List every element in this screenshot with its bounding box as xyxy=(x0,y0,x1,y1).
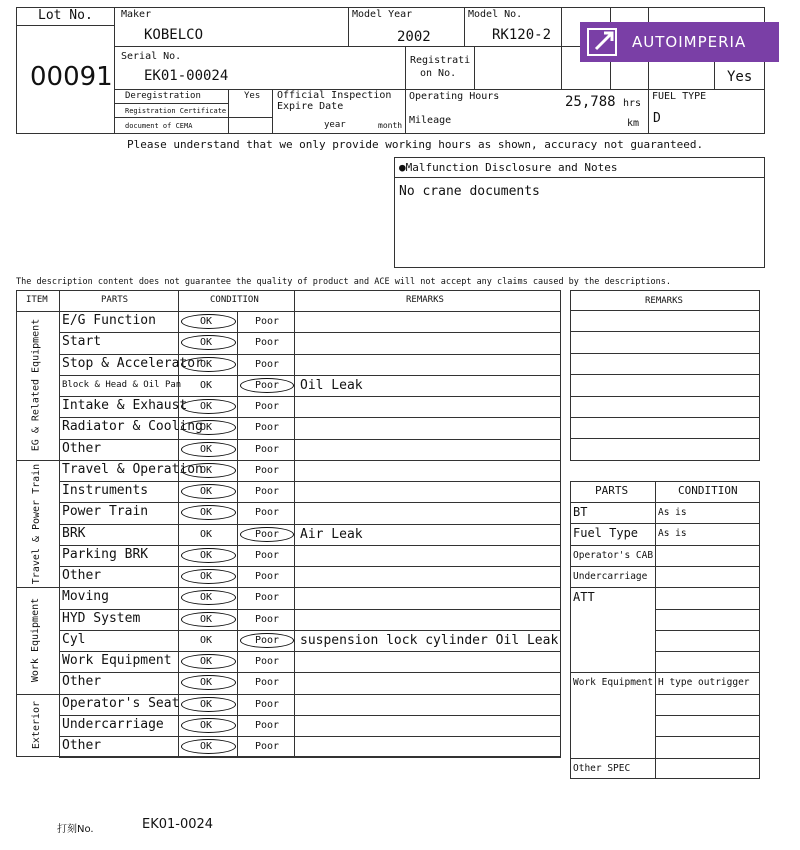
part-label: Undercarriage xyxy=(62,716,164,732)
poor-label: Poor xyxy=(255,316,280,327)
poor-label: Poor xyxy=(255,592,280,604)
spec-condition-header: CONDITION xyxy=(678,484,738,497)
poor-label: Poor xyxy=(255,634,280,646)
malfunction-body: No crane documents xyxy=(399,184,540,199)
ok-label: OK xyxy=(200,592,213,604)
ok-label: OK xyxy=(200,719,213,731)
reg-cert-label: Registration Certificate xyxy=(125,107,227,115)
poor-label: Poor xyxy=(255,443,280,455)
ok-label: OK xyxy=(200,507,213,519)
km-label: km xyxy=(627,118,640,129)
part-label: Start xyxy=(62,334,102,350)
model-year-label: Model Year xyxy=(352,9,413,20)
spec-part-label: Other SPEC xyxy=(573,762,631,774)
part-label: Other xyxy=(62,440,102,456)
ok-circle-mark xyxy=(181,612,236,627)
ok-circle-mark xyxy=(181,463,236,478)
hours-notice: Please understand that we only provide working hours as shown, accuracy not guaranteed. xyxy=(127,138,704,151)
poor-label: Poor xyxy=(255,337,280,349)
ok-circle-mark xyxy=(181,697,236,712)
part-label: Radiator & Cooling xyxy=(62,419,203,435)
poor-label: Poor xyxy=(255,486,280,497)
ok-circle-mark xyxy=(181,357,236,372)
fuel-type-value: D xyxy=(653,111,661,126)
deregistration-label: Deregistration xyxy=(125,91,201,101)
poor-circle-mark xyxy=(240,378,294,393)
model-no-label: Model No. xyxy=(468,9,523,20)
maker-value: KOBELCO xyxy=(144,27,204,43)
ok-circle-mark xyxy=(181,399,236,414)
ok-label: OK xyxy=(200,379,213,391)
right-remarks-header: REMARKS xyxy=(645,296,683,306)
spec-part-label: Fuel Type xyxy=(573,526,639,541)
poor-label: Poor xyxy=(255,698,280,710)
ok-label: OK xyxy=(200,549,213,561)
ok-circle-mark xyxy=(181,654,236,669)
cema-label: document of CEMA xyxy=(125,122,193,130)
year-label: year xyxy=(324,120,346,130)
group-label: Work Equipment xyxy=(30,598,42,683)
right-remarks-table xyxy=(570,290,760,461)
part-label: Power Train xyxy=(62,504,149,520)
disclaimer: The description content does not guarantee the quality of product and ACE will not accept any claims caused by the descriptions. xyxy=(16,277,672,287)
malfunction-title: ●Malfunction Disclosure and Notes xyxy=(399,161,618,174)
part-label: Block & Head & Oil Pan xyxy=(62,379,182,390)
condition-header: CONDITION xyxy=(210,295,259,305)
brand-logo xyxy=(580,22,779,62)
inspection-label-2: Expire Date xyxy=(277,101,344,112)
ok-label: OK xyxy=(200,741,213,752)
part-label: Parking BRK xyxy=(62,546,149,562)
inspection-label-1: Official Inspection xyxy=(277,90,392,101)
ok-label: OK xyxy=(200,337,213,349)
parts-header: PARTS xyxy=(101,295,129,305)
group-label: Exterior xyxy=(30,701,42,750)
item-header: ITEM xyxy=(26,295,48,305)
mileage-label: Mileage xyxy=(409,115,452,126)
remark-text: suspension lock cylinder Oil Leak xyxy=(300,632,559,648)
ok-label: OK xyxy=(200,464,213,476)
registration-label-2: on No. xyxy=(420,68,457,79)
spec-part-label: Undercarriage xyxy=(573,570,648,582)
part-label: Operator's Seat xyxy=(62,695,180,711)
group-label: Travel & Power Train xyxy=(30,463,42,584)
spec-part-label: ATT xyxy=(573,590,595,605)
model-year-value: 2002 xyxy=(397,29,431,45)
operating-hours-label: Operating Hours xyxy=(409,91,500,102)
ok-label: OK xyxy=(200,677,213,689)
group-label: EG & Related Equipment xyxy=(30,319,42,452)
poor-label: Poor xyxy=(255,677,280,689)
part-label: Moving xyxy=(62,589,109,605)
ok-circle-mark xyxy=(181,442,236,457)
ok-label: OK xyxy=(200,422,213,434)
maker-label: Maker xyxy=(121,9,152,20)
spec-condition-value: As is xyxy=(658,528,687,540)
part-label: Instruments xyxy=(62,483,149,498)
ok-label: OK xyxy=(200,634,213,646)
poor-label: Poor xyxy=(255,549,280,561)
ac-value: Yes xyxy=(727,69,753,85)
poor-label: Poor xyxy=(255,379,280,391)
ok-label: OK xyxy=(200,443,213,455)
part-label: HYD System xyxy=(62,610,141,626)
logo-text: AUTOIMPERIA xyxy=(632,33,747,51)
spec-condition-value: H type outrigger xyxy=(658,677,750,689)
part-label: Stop & Accelerator xyxy=(62,355,203,371)
ok-circle-mark xyxy=(181,484,236,499)
ok-label: OK xyxy=(200,401,213,412)
poor-label: Poor xyxy=(255,464,280,476)
deregistration-value: Yes xyxy=(244,91,261,101)
ok-circle-mark xyxy=(181,718,236,733)
poor-label: Poor xyxy=(255,422,280,434)
remarks-header: REMARKS xyxy=(406,295,444,305)
ok-label: OK xyxy=(200,528,213,540)
logo-icon xyxy=(586,27,622,57)
part-label: Travel & Operation xyxy=(62,461,203,477)
lot-number: 00091 xyxy=(30,62,113,92)
spec-part-label: Work Equipment xyxy=(573,677,654,689)
poor-label: Poor xyxy=(255,358,280,370)
part-label: Intake & Exhaust xyxy=(62,398,188,413)
spec-parts-header: PARTS xyxy=(595,484,629,497)
ok-label: OK xyxy=(200,656,213,667)
model-no-value: RK120-2 xyxy=(492,27,552,43)
ok-label: OK xyxy=(200,316,213,327)
ok-circle-mark xyxy=(181,739,236,754)
part-label: Other xyxy=(62,674,102,690)
poor-label: Poor xyxy=(255,401,280,412)
ok-label: OK xyxy=(200,358,213,370)
remark-text: Oil Leak xyxy=(300,377,363,393)
poor-label: Poor xyxy=(255,613,280,625)
ok-label: OK xyxy=(200,571,213,582)
ok-label: OK xyxy=(200,486,213,497)
part-label: BRK xyxy=(62,525,86,541)
month-label: month xyxy=(378,121,403,130)
ok-circle-mark xyxy=(181,569,236,584)
stamp-label: 打刻No. xyxy=(57,824,94,835)
poor-circle-mark xyxy=(240,527,294,542)
stamp-value: EK01-0024 xyxy=(142,817,214,832)
poor-label: Poor xyxy=(255,656,280,667)
serial-label: Serial No. xyxy=(121,51,182,62)
hrs-label: hrs xyxy=(623,98,642,109)
poor-circle-mark xyxy=(240,633,294,648)
fuel-type-label: FUEL TYPE xyxy=(652,91,707,102)
operating-hours-value: 25,788 xyxy=(565,94,616,110)
ok-label: OK xyxy=(200,698,213,710)
ok-label: OK xyxy=(200,613,213,625)
part-label: E/G Function xyxy=(62,313,156,328)
registration-label-1: Registrati xyxy=(410,55,471,66)
spec-part-label: BT xyxy=(573,505,588,519)
spec-condition-value: As is xyxy=(658,507,687,518)
poor-label: Poor xyxy=(255,741,280,752)
part-label: Cyl xyxy=(62,631,86,647)
ok-circle-mark xyxy=(181,314,236,329)
serial-value: EK01-00024 xyxy=(144,68,229,84)
ok-circle-mark xyxy=(181,548,236,563)
poor-label: Poor xyxy=(255,528,280,540)
part-label: Work Equipment xyxy=(62,653,172,668)
spec-part-label: Operator's CAB xyxy=(573,549,654,561)
part-label: Other xyxy=(62,568,102,583)
poor-label: Poor xyxy=(255,719,280,731)
remark-text: Air Leak xyxy=(300,526,363,542)
poor-label: Poor xyxy=(255,571,280,582)
poor-label: Poor xyxy=(255,507,280,519)
lot-label: Lot No. xyxy=(38,8,93,23)
part-label: Other xyxy=(62,738,102,753)
